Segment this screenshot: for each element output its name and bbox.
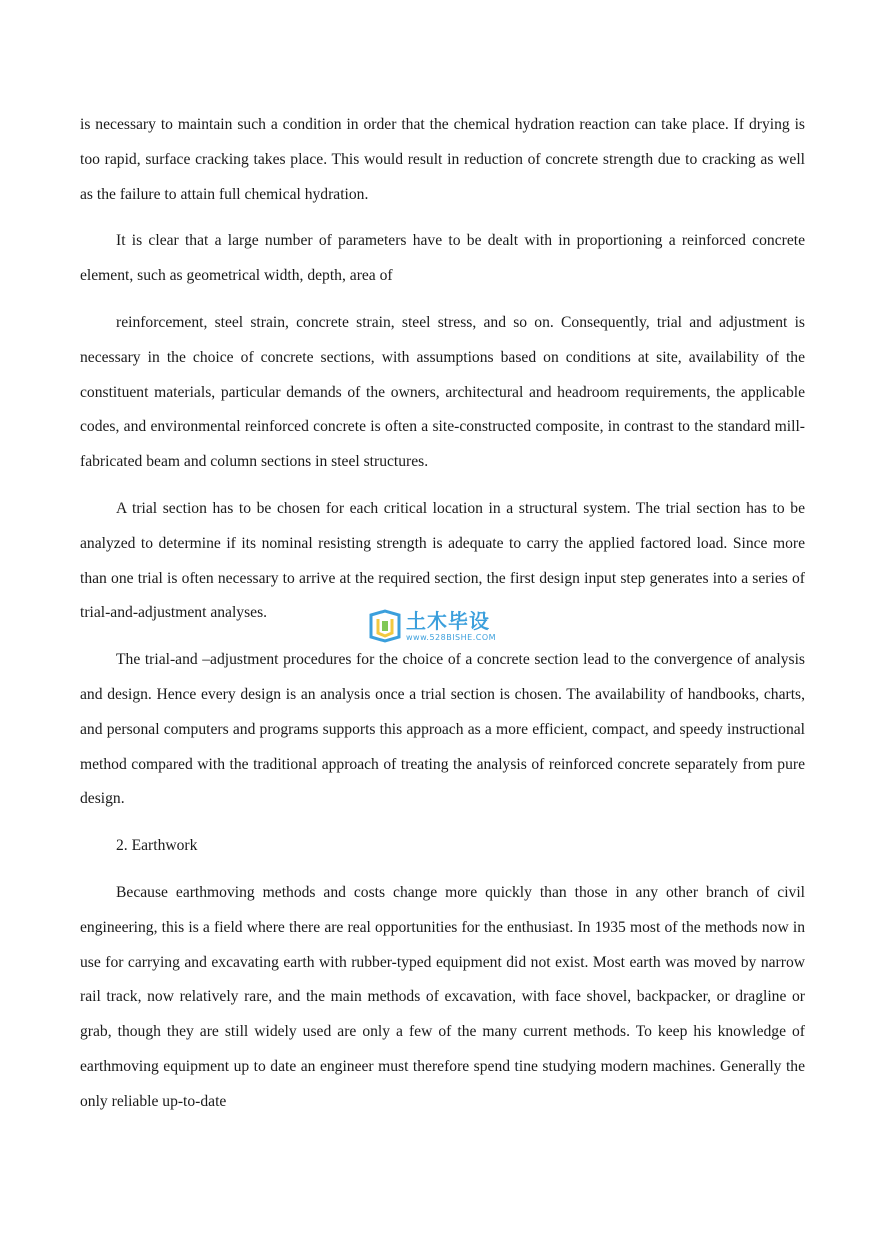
paragraph-curing: is necessary to maintain such a condition in order that the chemical hydration reaction can take place. If drying is too rapid, surface cracking takes place. This would result in reduction of concrete strength due to cracking as well as the failure to attain full chemical hydration. xyxy=(80,116,805,203)
paragraph-trial-section: A trial section has to be chosen for each critical location in a structural system. The trial section has to be analyzed to determine if its nominal resisting strength is adequate to carry the applied factored load. Since more than one trial is often necessary to arrive at the required section, the first design input step generates into a series of trial-and-adjustment analyses. xyxy=(80,499,805,622)
paragraph-trial-adjustment: reinforcement, steel strain, concrete strain, steel stress, and so on. Consequently, trial and adjustment is necessary in the choice of concrete sections, with assumptions based on conditions at site, availability of the constituent materials, particular demands of the owners, architectural and headroom requirements, the applicable codes, and environmental reinforced concrete is often a site-constructed composite, in contrast to the standard mill-fabricated beam and column sections in steel structures. xyxy=(80,313,805,471)
paragraph-earthmoving: Because earthmoving methods and costs change more quickly than those in any other branch of civil engineering, this is a field where there are real opportunities for the enthusiast. In 1935 most of the methods now in use for carrying and excavating earth with rubber-typed equipment did not exist. Most earth was moved by narrow rail track, now relatively rare, and the main methods of excavation, with face shovel, backpacker, or dragline or grab, though they are still widely used are only a few of the many current methods. To keep his knowledge of earthmoving equipment up to date an engineer must therefore spend tine studying modern machines. Generally the only reliable up-to-date xyxy=(80,883,805,1110)
paragraph-convergence: The trial-and –adjustment procedures for the choice of a concrete section lead to the convergence of analysis and design. Hence every design is an analysis once a trial section is chosen. The availability of handbooks, charts, and personal computers and programs supports this approach as a more efficient, compact, and speedy instructional method compared with the traditional approach of treating the analysis of reinforced concrete separately from pure design. xyxy=(80,651,805,808)
watermark-main-text: 土木毕设 xyxy=(406,608,490,633)
paragraph-parameters: It is clear that a large number of parameters have to be dealt with in proportioning a reinforced concrete element, such as geometrical width, depth, area of xyxy=(80,232,805,285)
watermark-sub-text: www.528BISHE.COM xyxy=(406,632,497,642)
document-page xyxy=(80,108,805,1132)
section-heading-earthwork: 2. Earthwork xyxy=(116,837,198,855)
